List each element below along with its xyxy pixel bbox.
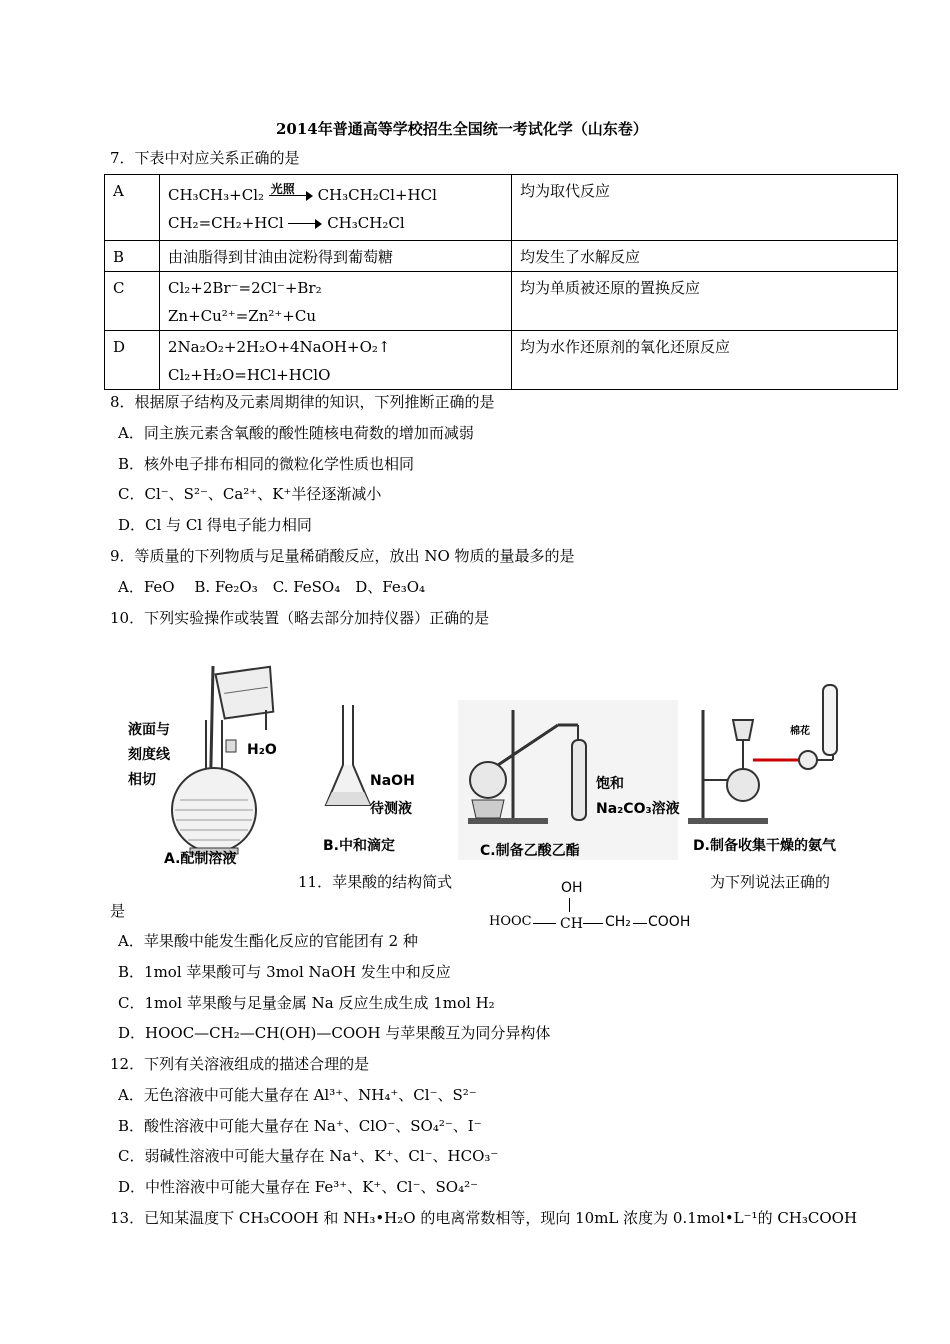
fig-d-label: 棉花: [790, 726, 810, 737]
equation-text: CH₂=CH₂+HCl: [168, 214, 284, 232]
table-row: [105, 331, 898, 390]
fig-c-label: 饱和: [596, 776, 624, 792]
struct-ch: CH: [560, 916, 583, 932]
page-title: 2014年普通高等学校招生全国统一考试化学（山东卷）: [276, 120, 648, 138]
row-label: B: [105, 241, 160, 272]
figure-c-apparatus: [458, 700, 678, 860]
q12-option-b: B．酸性溶液中可能大量存在 Na⁺、ClO⁻、SO₄²⁻、I⁻: [118, 1117, 482, 1135]
fig-d-caption: D.制备收集干燥的氨气: [693, 838, 836, 854]
q8-stem: 8．根据原子结构及元素周期律的知识，下列推断正确的是: [110, 393, 495, 411]
fig-b-label: 待测液: [370, 801, 412, 817]
struct-bond: [569, 898, 570, 912]
row-description: 均为水作还原剂的氧化还原反应: [512, 331, 898, 390]
equation-text: CH₃CH₃+Cl₂: [168, 186, 264, 204]
equation-text: Zn+Cu²⁺=Zn²⁺+Cu: [168, 307, 317, 325]
q11-stem-a: 11．苹果酸的结构简式: [298, 873, 453, 891]
row-description: 均发生了水解反应: [512, 241, 898, 272]
struct-cooh: COOH: [648, 914, 691, 930]
q12-option-d: D．中性溶液中可能大量存在 Fe³⁺、K⁺、Cl⁻、SO₄²⁻: [118, 1178, 479, 1196]
q12-stem: 12．下列有关溶液组成的描述合理的是: [110, 1055, 370, 1073]
row-equations: [160, 272, 512, 331]
row-label: A: [105, 175, 160, 241]
q9-stem: 9．等质量的下列物质与足量稀硝酸反应，放出 NO 物质的量最多的是: [110, 547, 575, 565]
equation-text: CH₃CH₂Cl+HCl: [317, 186, 437, 204]
row-description: 均为单质被还原的置换反应: [512, 272, 898, 331]
struct-bond: [583, 923, 603, 924]
row-equations: 由油脂得到甘油由淀粉得到葡萄糖: [160, 241, 512, 272]
figure-d-apparatus: [683, 680, 863, 830]
q10-stem: 10．下列实验操作或装置（略去部分加持仪器）正确的是: [110, 609, 490, 627]
row-description: 均为取代反应: [512, 175, 898, 241]
table-row: [105, 241, 898, 272]
struct-oh: OH: [561, 880, 583, 896]
equation-text: 2Na₂O₂+2H₂O+4NaOH+O₂↑: [168, 338, 391, 356]
equation-text: Cl₂+2Br⁻=2Cl⁻+Br₂: [168, 279, 322, 297]
q9-options: A．FeO B. Fe₂O₃ C. FeSO₄ D、Fe₃O₄: [118, 578, 426, 596]
table-row: [105, 175, 898, 241]
q11-option-d: D．HOOC—CH₂—CH(OH)—COOH 与苹果酸互为同分异构体: [118, 1024, 551, 1042]
q11-stem-b: 为下列说法正确的: [710, 873, 831, 891]
q8-option-b: B．核外电子排布相同的微粒化学性质也相同: [118, 455, 415, 473]
reaction-arrow: [269, 182, 313, 201]
q8-option-c: C．Cl⁻、S²⁻、Ca²⁺、K⁺半径逐渐减小: [118, 485, 382, 503]
q12-option-a: A．无色溶液中可能大量存在 Al³⁺、NH₄⁺、Cl⁻、S²⁻: [118, 1086, 477, 1104]
q8-option-a: A．同主族元素含氧酸的酸性随核电荷数的增加而减弱: [118, 424, 474, 442]
fig-a-label: 刻度线: [128, 747, 170, 763]
row-label: C: [105, 272, 160, 331]
fig-c-label: Na₂CO₃溶液: [596, 801, 680, 817]
q11-stem-c: 是: [110, 902, 126, 920]
fig-b-label: NaOH: [370, 773, 415, 789]
q7-stem: 7．下表中对应关系正确的是: [110, 149, 300, 167]
table-row: [105, 272, 898, 331]
reaction-arrow: [288, 219, 322, 229]
q13-stem: 13．已知某温度下 CH₃COOH 和 NH₃•H₂O 的电离常数相等，现向 10mL 浓度为 0.1mol•L⁻¹的 CH₃COOH: [110, 1209, 858, 1227]
struct-bond: [633, 923, 647, 924]
figure-a-volumetric-flask: [118, 660, 293, 870]
figure-b-flask: [318, 700, 378, 815]
q11-option-a: A．苹果酸中能发生酯化反应的官能团有 2 种: [118, 932, 418, 950]
struct-hooc: HOOC: [489, 914, 532, 929]
fig-a-caption: A.配制溶液: [164, 851, 237, 867]
row-label: D: [105, 331, 160, 390]
fig-b-caption: B.中和滴定: [323, 838, 395, 854]
fig-a-label: 相切: [128, 772, 156, 788]
q7-table: [104, 174, 898, 390]
q11-option-b: B．1mol 苹果酸可与 3mol NaOH 发生中和反应: [118, 963, 451, 981]
q8-option-d: D．Cl 与 Cl 得电子能力相同: [118, 516, 312, 534]
equation-text: CH₃CH₂Cl: [327, 214, 405, 232]
fig-a-h2o: H₂O: [247, 742, 277, 758]
row-equations: [160, 175, 512, 241]
struct-bond: [533, 923, 556, 924]
q11-option-c: C．1mol 苹果酸与足量金属 Na 反应生成生成 1mol H₂: [118, 994, 495, 1012]
struct-ch2: CH₂: [605, 914, 631, 930]
row-equations: [160, 331, 512, 390]
fig-a-label: 液面与: [128, 722, 170, 738]
q12-option-c: C．弱碱性溶液中可能大量存在 Na⁺、K⁺、Cl⁻、HCO₃⁻: [118, 1147, 499, 1165]
equation-text: Cl₂+H₂O=HCl+HClO: [168, 366, 331, 384]
fig-c-caption: C.制备乙酸乙酯: [480, 843, 580, 859]
reaction-condition: 光照: [270, 182, 295, 196]
